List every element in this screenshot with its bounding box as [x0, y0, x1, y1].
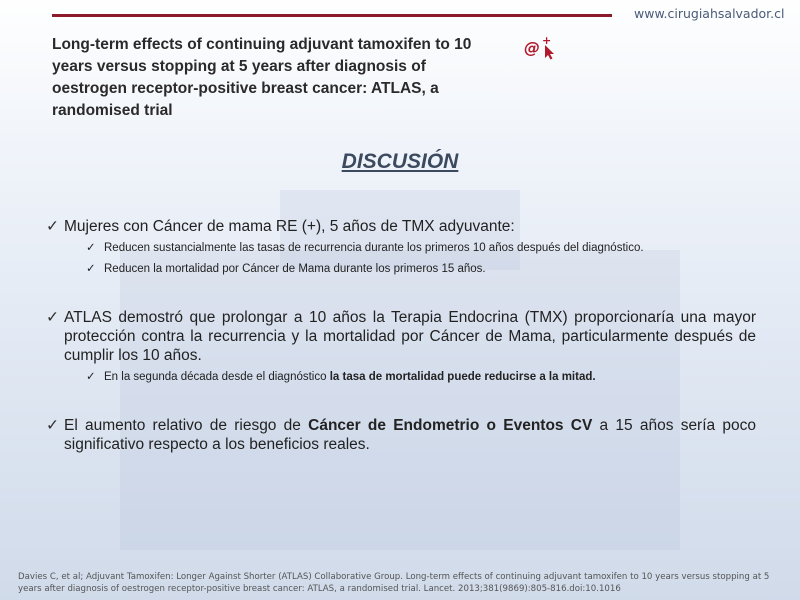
check-icon: ✓ [46, 417, 59, 434]
bullet-text: Mujeres con Cáncer de mama RE (+), 5 años de TMX adyuvante: [64, 218, 515, 235]
section-heading: DISCUSIÓN [341, 150, 459, 173]
bullet-item [46, 308, 756, 365]
header-rule [52, 14, 612, 17]
sub-bullet-text: Reducen la mortalidad por Cáncer de Mama durante los primeros 15 años. [104, 263, 486, 275]
bullet-text-bold: Cáncer de Endometrio o Eventos CV [308, 417, 593, 434]
bullet-text [64, 416, 756, 454]
bullet-item [46, 416, 756, 454]
bullet-item [46, 217, 756, 236]
bullet-text: ATLAS demostró que prolongar a 10 años la Terapia Endocrina (TMX) proporcionaría una mayor protección contra la recurrencia y la mortalidad por Cáncer de Mama, particularmente después de cumplir los 10 años. [64, 309, 756, 364]
sub-bullet-item [86, 370, 766, 385]
svg-text:@: @ [524, 38, 540, 57]
background-building-shape [120, 250, 680, 550]
sub-bullet-item [86, 241, 766, 256]
bullet-text-after: a 15 años sería poco significativo respecto a los beneficios reales. [64, 417, 756, 453]
sub-bullet-text: Reducen sustancialmente las tasas de recurrencia durante los primeros 10 años después del diagnóstico. [104, 242, 644, 254]
check-icon: ✓ [86, 263, 96, 275]
check-icon: ✓ [46, 309, 59, 326]
sub-bullet-bold: la tasa de mortalidad puede reducirse a la mitad. [329, 371, 596, 383]
svg-text:+: + [542, 34, 552, 47]
sub-bullet-plain: En la segunda década desde el diagnóstico [104, 371, 330, 383]
bullet-text-before: El aumento relativo de riesgo de [64, 417, 309, 434]
sub-bullet-text [104, 370, 766, 385]
check-icon: ✓ [86, 242, 96, 254]
check-icon: ✓ [46, 218, 59, 235]
check-icon: ✓ [86, 371, 96, 383]
site-url[interactable]: www.cirugiahsalvador.cl [634, 6, 785, 21]
paper-title: Long-term effects of continuing adjuvant tamoxifen to 10 years versus stopping at 5 years after diagnosis of oestrogen receptor-positive breast cancer: ATLAS, a randomised trial [52, 36, 472, 119]
reference-citation: Davies C, et al; Adjuvant Tamoxifen: Longer Against Shorter (ATLAS) Collaborative Group. Long-term effects of continuing adjuvant tamoxifen to 10 years versus stopping at 5 years after diagnosis of oestrogen receptor-positive breast cancer: ATLAS, a randomised trial. Lancet. 2013;381(9869):805-816.doi:10.1016 [18, 572, 770, 594]
sub-bullet-item [86, 262, 766, 277]
site-logo-icon [523, 34, 559, 60]
